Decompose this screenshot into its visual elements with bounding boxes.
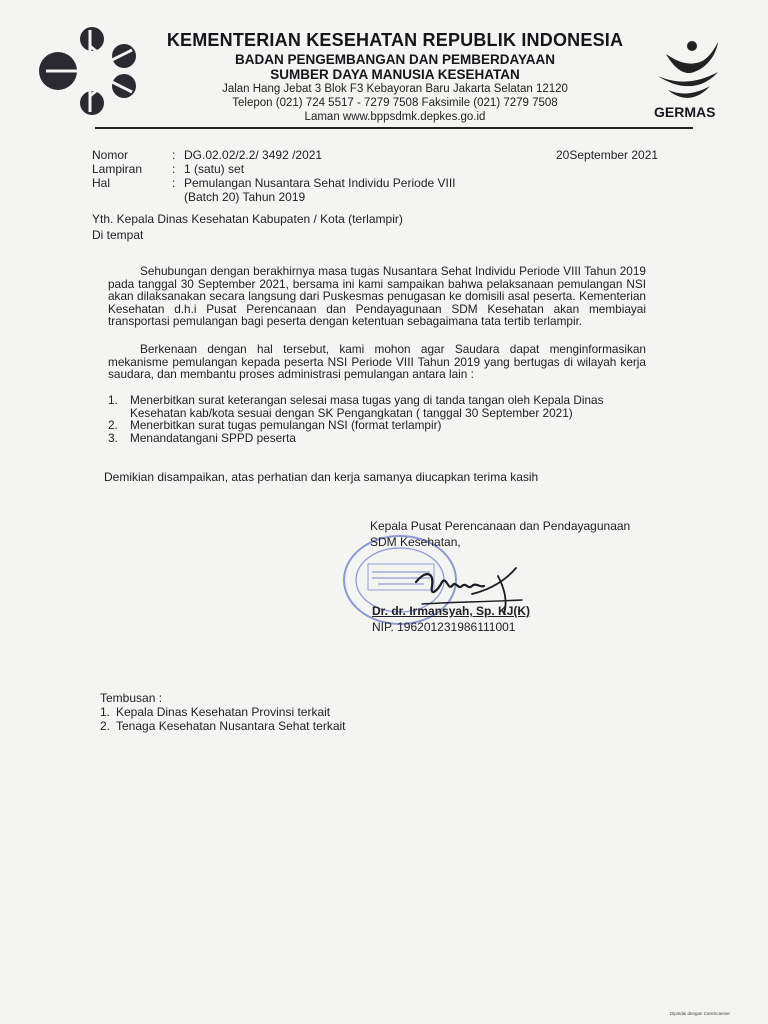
recipient-line2: Di tempat — [92, 228, 144, 242]
scanner-watermark: Dipindai dengan CamScanner — [670, 1011, 731, 1016]
hal-value-line1: Pemulangan Nusantara Sehat Individu Periode VIII — [184, 176, 456, 190]
recipient — [92, 211, 403, 243]
list-item-text: Menerbitkan surat tugas pemulangan NSI (format terlampir) — [130, 418, 442, 433]
letterhead-address: Jalan Hang Jebat 3 Blok F3 Kebayoran Baru Jakarta Selatan 12120 — [222, 83, 568, 95]
letterhead — [150, 30, 640, 124]
list-item-number: 2. — [108, 418, 118, 433]
list-item-number: 2. — [100, 719, 111, 733]
lampiran-value: 1 (satu) set — [184, 162, 245, 176]
letter-date: 20September 2021 — [556, 148, 659, 162]
lampiran-label: Lampiran — [92, 162, 143, 176]
list-item-text: Menerbitkan surat keterangan selesai masa tugas yang di tanda tangan oleh Kepala Dinas Kesehatan kab/kota sesuai dengan SK Pengangkatan ( tanggal 30 September 2021) — [130, 393, 604, 420]
agency-name-line2: SUMBER DAYA MANUSIA KESEHATAN — [270, 67, 520, 82]
signatory-title — [370, 518, 630, 550]
closing-sentence: Demikian disampaikan, atas perhatian dan kerja samanya diucapkan terima kasih — [104, 470, 539, 484]
list-item-number: 1. — [108, 393, 118, 407]
list-item — [108, 419, 646, 432]
agency-name-line1: BADAN PENGEMBANGAN DAN PEMBERDAYAAN — [234, 52, 556, 67]
signatory-name: Dr. dr. Irmansyah, Sp. KJ(K) — [372, 604, 531, 618]
letterhead-website: Laman www.bppsdmk.depkes.go.id — [304, 111, 486, 123]
list-item-number: 3. — [108, 430, 118, 445]
list-item — [108, 394, 646, 419]
germas-label: GERMAS — [654, 104, 716, 120]
tembusan-block — [100, 691, 346, 733]
list-item-text: Tenaga Kesehatan Nusantara Sehat terkait — [116, 719, 346, 733]
signatory-nip: NIP. 196201231986111001 — [372, 620, 516, 634]
paragraph-2-text: Berkenaan dengan hal tersebut, kami mohon agar Saudara dapat menginformasikan mekanisme pemulangan kepada peserta NSI Periode VIII Tahun 2019 yang bertugas di wilayah kerja saudara, dan membantu proses administrasi pemulangan antara lain : — [108, 342, 646, 381]
list-item-text: Menandatangani SPPD peserta — [130, 430, 296, 445]
list-item — [100, 719, 346, 733]
hal-label: Hal — [92, 176, 111, 190]
nomor-value: DG.02.02/2.2/ 3492 /2021 — [184, 148, 323, 162]
nomor-label: Nomor — [92, 148, 129, 162]
letterhead-divider — [95, 127, 693, 129]
letter-meta: Nomor : DG.02.02/2.2/ 3492 /2021 Lampiran : 1 (satu) set Hal : Pemulangan Nusantara Sehat Individu Periode VIII (Batch 20) Tahun 2019 — [92, 148, 456, 204]
ministry-name: KEMENTERIAN KESEHATAN REPUBLIK INDONESIA — [166, 30, 624, 50]
list-item-text: Kepala Dinas Kesehatan Provinsi terkait — [116, 705, 331, 719]
body-paragraph-2 — [108, 343, 646, 381]
ministry-logo-icon — [36, 26, 144, 116]
body-paragraph-1 — [108, 265, 646, 328]
signatory-title-line1: Kepala Pusat Perencanaan dan Pendayagunaan — [370, 519, 631, 533]
signatory-title-line2: SDM Kesehatan, — [370, 535, 461, 549]
list-item-number: 1. — [100, 705, 111, 719]
tembusan-title: Tembusan : — [100, 691, 163, 705]
letterhead-phone: Telepon (021) 724 5517 - 7279 7508 Faksimile (021) 7279 7508 — [232, 97, 558, 109]
hal-value-line2: (Batch 20) Tahun 2019 — [184, 190, 306, 204]
recipient-line1: Yth. Kepala Dinas Kesehatan Kabupaten / Kota (terlampir) — [92, 212, 403, 226]
action-list — [108, 394, 646, 444]
list-item — [108, 432, 646, 445]
paragraph-1-text: Sehubungan dengan berakhirnya masa tugas Nusantara Sehat Individu Periode VIII Tahun 2019 pada tanggal 30 September 2021, bersama ini kami sampaikan bahwa pelaksanaan pemulangan NSI akan dilaksanakan secara langsung dari Puskesmas penugasan ke domisili asal peserta. Kementerian Kesehatan d.h.i Pusat Perencanaan dan Pendayagunaan SDM Kesehatan akan membiayai transportasi pemulangan bagi peserta dengan ketentuan sebagaimana tata tertib terlampir. — [108, 264, 646, 328]
list-item — [100, 705, 346, 719]
